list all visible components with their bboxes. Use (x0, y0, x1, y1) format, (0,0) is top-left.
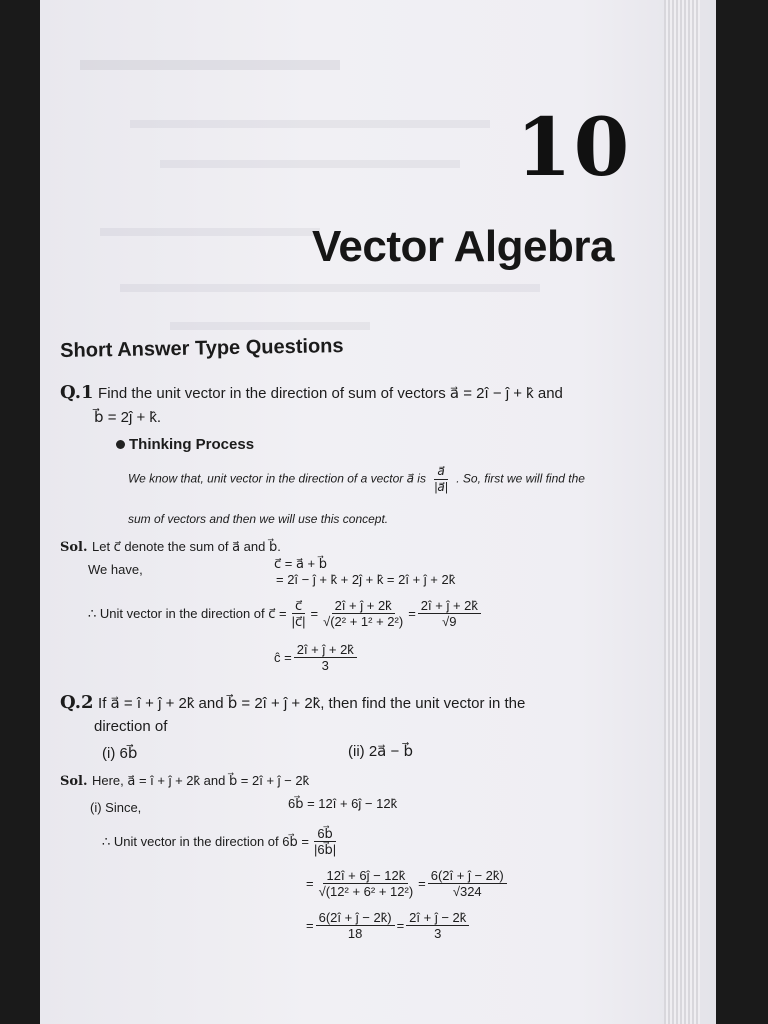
equals-sign: = (310, 606, 319, 621)
thinking-text-part: We know that, unit vector in the direction of a vector a⃗ is (128, 471, 426, 486)
bleed-through-line (160, 160, 460, 168)
frac-num: 2î + ĵ − 2k̂ (406, 910, 469, 926)
question-1 (60, 382, 563, 403)
question-text: If a⃗ = î + ĵ + 2k̂ and b⃗ = 2î + ĵ + 2k̂, then find the unit vector in the (98, 695, 526, 712)
frac-num: c⃗ (292, 598, 305, 614)
frac-num: 2î + ĵ + 2k̂ (332, 598, 395, 614)
fraction (311, 826, 339, 857)
frac-den: |6b⃗| (313, 842, 337, 857)
frac-den: 3 (321, 658, 329, 673)
fraction (320, 598, 406, 629)
page-edge-stack (664, 0, 700, 1024)
frac-num: 6b⃗ (314, 826, 335, 842)
chapter-number: 10 (516, 100, 632, 194)
frac-num: a⃗ (434, 464, 447, 480)
part-ii: (ii) 2a⃗ − b⃗ (348, 743, 413, 760)
question-text: Find the unit vector in the direction of sum of vectors a⃗ = 2î − ĵ + k̂ and (98, 385, 563, 402)
unit-vector-label: ∴ Unit vector in the direction of 6b⃗ = (102, 833, 309, 849)
frac-den: 3 (434, 926, 442, 941)
fraction (294, 642, 357, 673)
unit-vector-equation (88, 598, 483, 629)
thinking-text (128, 464, 585, 495)
unit-vector-step-2 (306, 868, 509, 899)
fraction (289, 598, 309, 629)
solution-intro: Here, a⃗ = î + ĵ + 2k̂ and b⃗ = 2î + ĵ − 2k̂ (91, 773, 310, 788)
frac-den: 18 (347, 926, 363, 941)
solution-intro: Let c⃗ denote the sum of a⃗ and b⃗. (91, 539, 281, 554)
solution-1 (60, 538, 281, 556)
thinking-title: Thinking Process (129, 436, 255, 453)
bleed-through-line (120, 284, 540, 292)
fraction (316, 868, 417, 899)
since-equation: 6b⃗ = 12î + 6ĵ − 12k̂ (288, 796, 398, 811)
frac-num: 2î + ĵ + 2k̂ (418, 598, 481, 614)
fraction (418, 598, 481, 629)
frac-den: √(2² + 1² + 2²) (323, 614, 404, 629)
unit-vector-6b-equation (102, 826, 341, 857)
question-text-cont: b⃗ = 2ĵ + k̂. (94, 409, 162, 426)
unit-vector-step-3 (306, 910, 471, 941)
bleed-through-line (170, 322, 370, 330)
frac-den: |c⃗| (291, 614, 306, 629)
unit-vector-label: ∴ Unit vector in the direction of c⃗ = (88, 605, 287, 621)
fraction (428, 868, 507, 899)
equals-sign: = (418, 876, 426, 891)
frac-den: √324 (452, 884, 482, 899)
bleed-through-line (100, 228, 320, 236)
thinking-process-heading (116, 436, 254, 453)
equals-sign: = (306, 918, 314, 933)
lightbulb-icon (116, 440, 125, 449)
equation-2: = 2î − ĵ + k̂ + 2ĵ + k̂ = 2î + ĵ + 2k̂ (276, 572, 456, 587)
c-hat-lhs: ĉ = (274, 650, 292, 665)
thinking-text-part: . So, first we will find the (456, 471, 585, 486)
question-text-cont: direction of (94, 718, 168, 735)
bleed-through-line (80, 60, 340, 70)
question-label: Q.1 (60, 382, 94, 403)
question-2 (60, 692, 525, 713)
since-label: (i) Since, (90, 800, 142, 815)
solution-label: Sol. (60, 774, 88, 789)
frac-num: 6(2î + ĵ − 2k̂) (316, 910, 395, 926)
equals-sign: = (306, 876, 314, 891)
we-have-label: We have, (88, 562, 143, 577)
frac-den: √9 (442, 614, 457, 629)
frac-den: √(12² + 6² + 12²) (318, 884, 414, 899)
bleed-through-line (130, 120, 490, 128)
c-hat-equation (274, 642, 359, 673)
thinking-text-cont: sum of vectors and then we will use this concept. (128, 512, 389, 526)
solution-label: Sol. (60, 540, 88, 555)
fraction (316, 910, 395, 941)
chapter-title: Vector Algebra (312, 222, 614, 271)
thinking-fraction (431, 464, 451, 495)
frac-num: 6(2î + ĵ − 2k̂) (428, 868, 507, 884)
book-page (40, 0, 716, 1024)
equation-1: c⃗ = a⃗ + b⃗ (274, 556, 327, 571)
fraction (406, 910, 469, 941)
equals-sign: = (408, 606, 416, 621)
part-i: (i) 6b⃗ (102, 745, 138, 762)
section-title: Short Answer Type Questions (60, 335, 344, 362)
frac-den: |a⃗| (434, 480, 448, 494)
frac-num: 2î + ĵ + 2k̂ (294, 642, 357, 658)
frac-num: 12î + 6ĵ − 12k̂ (323, 868, 408, 884)
solution-2 (60, 772, 309, 790)
question-label: Q.2 (60, 692, 94, 713)
equals-sign: = (396, 918, 405, 933)
